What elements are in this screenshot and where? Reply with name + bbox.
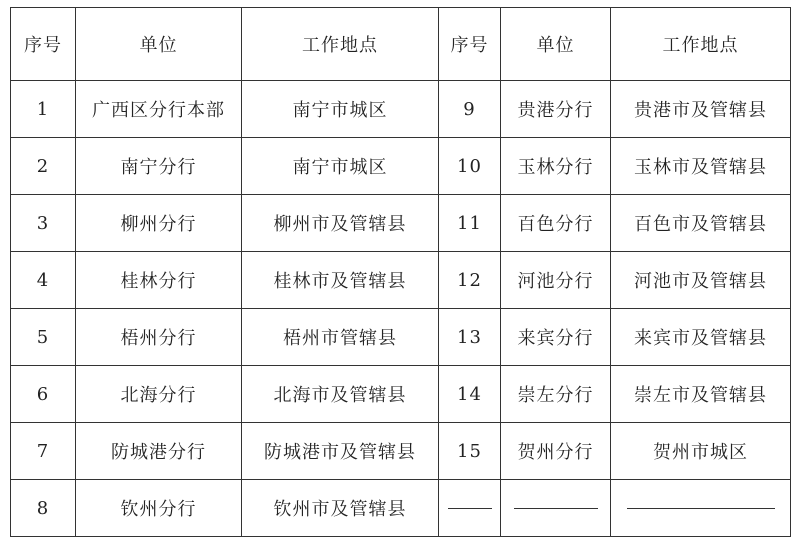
cell-location: 南宁市城区 — [242, 81, 439, 138]
cell-seq: 14 — [439, 366, 501, 423]
cell-seq: 9 — [439, 81, 501, 138]
cell-seq: 7 — [11, 423, 76, 480]
cell-seq: 2 — [11, 138, 76, 195]
cell-unit: 钦州分行 — [76, 480, 242, 537]
cell-seq: 6 — [11, 366, 76, 423]
cell-location: 柳州市及管辖县 — [242, 195, 439, 252]
cell-seq: 4 — [11, 252, 76, 309]
cell-unit: 百色分行 — [501, 195, 611, 252]
table-header-row — [11, 8, 791, 81]
cell-location: 钦州市及管辖县 — [242, 480, 439, 537]
table-row — [11, 252, 791, 309]
cell-seq: 12 — [439, 252, 501, 309]
cell-empty-unit — [501, 480, 611, 537]
cell-unit: 贵港分行 — [501, 81, 611, 138]
table-row — [11, 366, 791, 423]
cell-unit: 崇左分行 — [501, 366, 611, 423]
table-row — [11, 480, 791, 537]
empty-dash — [514, 508, 598, 509]
table-row — [11, 423, 791, 480]
cell-empty-seq — [439, 480, 501, 537]
cell-seq: 15 — [439, 423, 501, 480]
header-location-left: 工作地点 — [242, 8, 439, 81]
empty-dash — [627, 508, 775, 509]
cell-empty-location — [611, 480, 791, 537]
header-location-right: 工作地点 — [611, 8, 791, 81]
header-unit-right: 单位 — [501, 8, 611, 81]
cell-location: 南宁市城区 — [242, 138, 439, 195]
cell-unit: 南宁分行 — [76, 138, 242, 195]
cell-unit: 玉林分行 — [501, 138, 611, 195]
header-unit-left: 单位 — [76, 8, 242, 81]
cell-seq: 3 — [11, 195, 76, 252]
header-seq-left: 序号 — [11, 8, 76, 81]
cell-unit: 防城港分行 — [76, 423, 242, 480]
cell-unit: 桂林分行 — [76, 252, 242, 309]
table-row — [11, 309, 791, 366]
cell-location: 河池市及管辖县 — [611, 252, 791, 309]
cell-location: 贵港市及管辖县 — [611, 81, 791, 138]
cell-location: 崇左市及管辖县 — [611, 366, 791, 423]
cell-unit: 北海分行 — [76, 366, 242, 423]
cell-seq: 10 — [439, 138, 501, 195]
cell-seq: 1 — [11, 81, 76, 138]
cell-location: 防城港市及管辖县 — [242, 423, 439, 480]
empty-dash — [448, 508, 492, 509]
cell-location: 桂林市及管辖县 — [242, 252, 439, 309]
header-seq-right: 序号 — [439, 8, 501, 81]
cell-unit: 梧州分行 — [76, 309, 242, 366]
cell-location: 贺州市城区 — [611, 423, 791, 480]
cell-seq: 13 — [439, 309, 501, 366]
cell-seq: 11 — [439, 195, 501, 252]
cell-location: 北海市及管辖县 — [242, 366, 439, 423]
cell-unit: 来宾分行 — [501, 309, 611, 366]
cell-location: 梧州市管辖县 — [242, 309, 439, 366]
cell-seq: 5 — [11, 309, 76, 366]
cell-seq: 8 — [11, 480, 76, 537]
cell-location: 玉林市及管辖县 — [611, 138, 791, 195]
table-row — [11, 195, 791, 252]
cell-unit: 河池分行 — [501, 252, 611, 309]
table-row — [11, 138, 791, 195]
cell-location: 百色市及管辖县 — [611, 195, 791, 252]
cell-unit: 贺州分行 — [501, 423, 611, 480]
table-row — [11, 81, 791, 138]
cell-location: 来宾市及管辖县 — [611, 309, 791, 366]
cell-unit: 柳州分行 — [76, 195, 242, 252]
cell-unit: 广西区分行本部 — [76, 81, 242, 138]
branch-location-table — [10, 7, 791, 537]
